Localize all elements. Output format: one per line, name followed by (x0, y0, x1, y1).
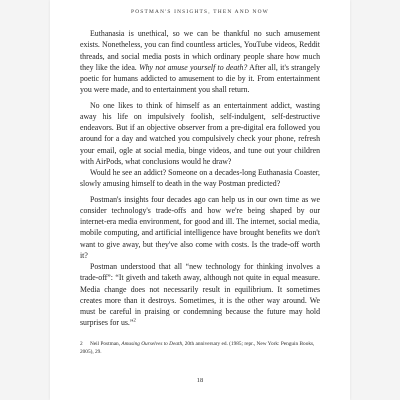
footnote-text-a: Neil Postman, (90, 341, 122, 347)
footnote (80, 340, 320, 356)
footnote-text-b: , 20th anniversary ed. (1985; repr., New York: Penguin Books, 2005), 29. (80, 341, 315, 355)
paragraph-1 (80, 28, 320, 96)
paragraph-2: No one likes to think of himself as an entertainment addict, wasting away his life on impulsively foolish, self-indulgent, self-destructive endeavors. But if an objective observer from a pre-digital era followed you around for a day and watched you compulsively check your phone, refresh your email, ogle at social media, binge videos, and tune out your children with AirPods, what conclusions would he draw? (80, 100, 320, 166)
paragraph-5 (80, 261, 320, 329)
footnote-book-title: Amusing Ourselves to Death (121, 341, 183, 347)
paragraph-4: Postman's insights four decades ago can help us in our own time as we consider technology's trade-offs and how we're being shaped by our internet-era media environment, for good and ill. The internet, social media, mobile computing, and artificial intelligence have brought benefits we don't want to give away, but they've also come with costs. Is the trade-off worth it? (80, 194, 320, 260)
footnote-marker[interactable]: 2 (133, 318, 136, 324)
body-text (80, 28, 320, 329)
footnote-number: 2 (80, 341, 83, 347)
running-head: POSTMAN'S INSIGHTS, THEN AND NOW (131, 9, 269, 15)
page-number: 18 (196, 377, 204, 384)
paragraph-5-text: Postman understood that all “new technology for thinking involves a trade-off”: “It giveth and taketh away, although not quite in equal measure. Media change does not necessarily result in equilibrium. It sometimes creates more than it destroys. Sometimes, it is the other way around. We must be careful in praising or condemning because the future may hold surprises for us.” (80, 262, 320, 328)
paragraph-1-text-a: Euthanasia is unethical, so we can be thankful no such amusement exists. Nonetheless, you can find countless articles, YouTube videos, Reddit threads, and social media posts in which ordinary people share how much they like the idea. (80, 29, 320, 72)
paragraph-1-italic: Why not amuse yourself to death? (139, 62, 248, 72)
book-page (50, 0, 350, 400)
paragraph-1-text-b: After all, it's strangely poetic for humans addicted to amusement to die by it. From entertainment you were made, and to entertainment you shall return. (80, 62, 321, 95)
paragraph-3: Would he see an addict? Someone on a decades-long Euthanasia Coaster, slowly amusing himself to death in the way Postman predicted? (80, 168, 320, 189)
